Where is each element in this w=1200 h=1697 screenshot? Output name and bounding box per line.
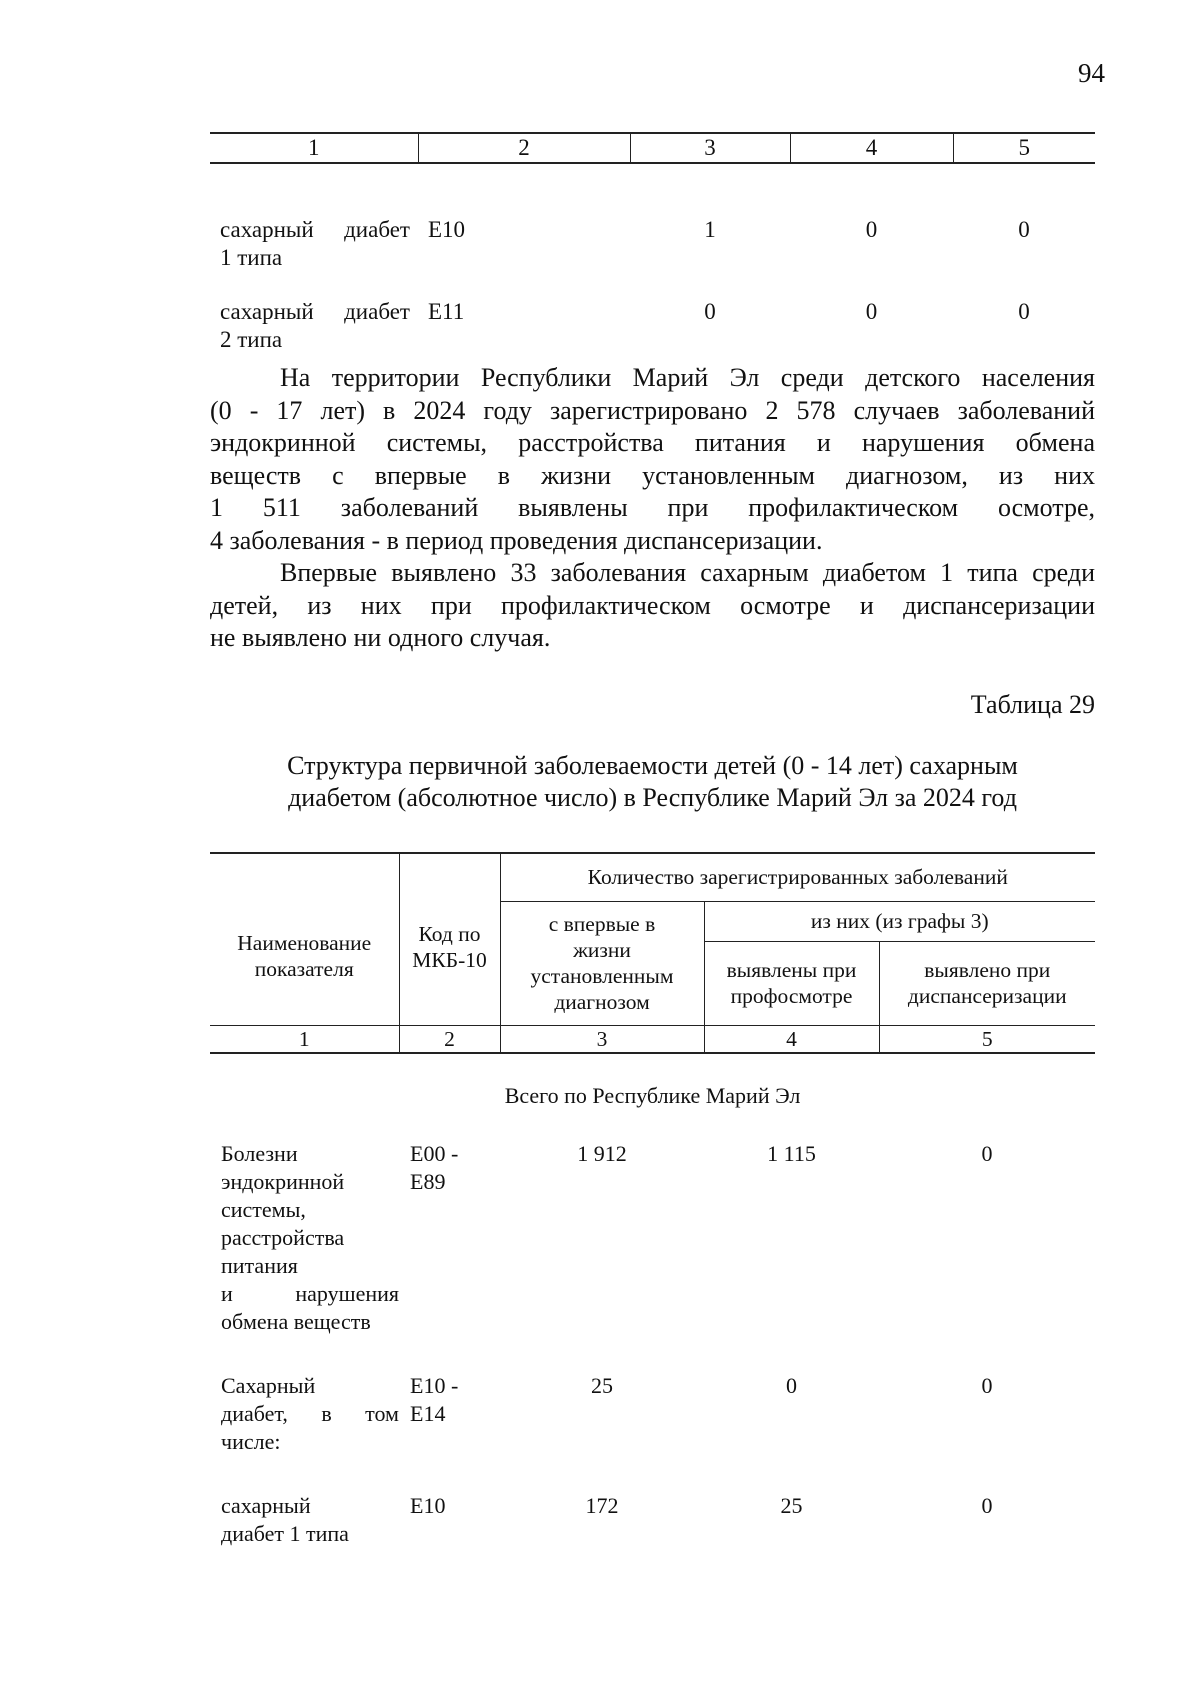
column-number-row <box>210 1025 1095 1053</box>
column-number: 2 <box>418 133 630 163</box>
table-row <box>210 163 1095 272</box>
column-number: 5 <box>953 133 1095 163</box>
column-number-row <box>210 133 1095 163</box>
text-line: 1 511 заболеваний выявлены при профилактическом осмотре, <box>210 493 1095 522</box>
table-row <box>210 272 1095 354</box>
cell-value: 25 <box>591 1372 613 1398</box>
column-number: 1 <box>210 133 418 163</box>
cell-value: 1 912 <box>577 1140 627 1166</box>
continued-table <box>210 132 1095 354</box>
cell-value: 0 <box>1018 217 1030 242</box>
text-line: эндокринной системы, расстройства питания и нарушения обмена <box>210 428 1095 457</box>
cell-value: 0 <box>981 1492 993 1518</box>
cell-value: 0 <box>865 217 878 242</box>
header-code: Код по МКБ-10 <box>399 853 500 1025</box>
column-number: 4 <box>704 1025 879 1053</box>
icd-code: E10 <box>428 217 466 242</box>
icd-code: E11 <box>428 299 465 324</box>
header-group: Количество зарегистрированных заболеваний <box>500 853 1095 901</box>
table-label: Таблица 29 <box>970 690 1095 719</box>
header-dispanserization: выявлено при диспансеризации <box>879 941 1095 1025</box>
column-number: 4 <box>790 133 953 163</box>
cell-value: 0 <box>865 299 878 324</box>
cell-value: 0 <box>704 299 716 324</box>
header-subgroup: из них (из графы 3) <box>704 901 1095 941</box>
icd-code: E00 - E89 <box>410 1140 459 1194</box>
section-title: Всего по Республике Марий Эл <box>504 1082 801 1108</box>
column-number: 3 <box>500 1025 704 1053</box>
text-line: На территории Республики Марий Эл среди детского населения <box>280 363 1095 392</box>
table-row <box>210 1456 1095 1548</box>
cell-value: 1 <box>704 217 716 242</box>
cell-value: 0 <box>786 1372 797 1398</box>
cell-value: 25 <box>780 1492 803 1518</box>
text-line: детей, из них при профилактическом осмотре и диспансеризации <box>210 590 1095 620</box>
section-row <box>210 1053 1095 1140</box>
cell-value: 172 <box>585 1492 619 1518</box>
indicator-name: Сахарный диабет, в том числе: <box>221 1372 399 1454</box>
icd-code: E10 - E14 <box>410 1372 459 1426</box>
table-row <box>210 1336 1095 1456</box>
paragraph-2 <box>210 557 1095 655</box>
page-number: 94 <box>1078 58 1105 88</box>
text-line: (0 - 17 лет) в 2024 году зарегистрировано 2 578 случаев заболеваний <box>210 395 1095 425</box>
column-number: 2 <box>399 1025 500 1053</box>
table-29 <box>210 852 1095 1548</box>
header-first-diagnosed: с впервые в жизни установленным диагнозом <box>500 901 704 1025</box>
text-line: веществ с впервые в жизни установленным диагнозом, из них <box>210 460 1095 490</box>
cell-value: 0 <box>981 1140 993 1166</box>
text-line: не выявлено ни одного случая. <box>210 623 551 652</box>
header-profosmotr: выявлены при профосмотре <box>704 941 879 1025</box>
table-row <box>210 1140 1095 1336</box>
paragraph-1 <box>210 362 1095 557</box>
column-number: 5 <box>879 1025 1095 1053</box>
indicator-name: сахарный диабет 2 типа <box>220 299 410 352</box>
table-title: Структура первичной заболеваемости детей (0 - 14 лет) сахарным диабетом (абсолютное число) в Республике Марий Эл за 2024 год <box>287 751 1018 812</box>
indicator-name: сахарный диабет 1 типа <box>220 217 410 270</box>
column-number: 3 <box>630 133 790 163</box>
indicator-name: сахарный диабет 1 типа <box>221 1492 349 1546</box>
cell-value: 0 <box>981 1372 993 1398</box>
cell-value: 1 115 <box>767 1140 816 1166</box>
icd-code: E10 <box>410 1492 446 1518</box>
indicator-name: Болезни эндокринной системы, расстройства питания и нарушения обмена веществ <box>221 1140 399 1334</box>
cell-value: 0 <box>1018 299 1030 324</box>
text-line: Впервые выявлено 33 заболевания сахарным диабетом 1 типа среди <box>280 558 1095 587</box>
text-line: 4 заболевания - в период проведения диспансеризации. <box>210 525 823 555</box>
header-name: Наименование показателя <box>210 853 399 1025</box>
column-number: 1 <box>210 1025 399 1053</box>
